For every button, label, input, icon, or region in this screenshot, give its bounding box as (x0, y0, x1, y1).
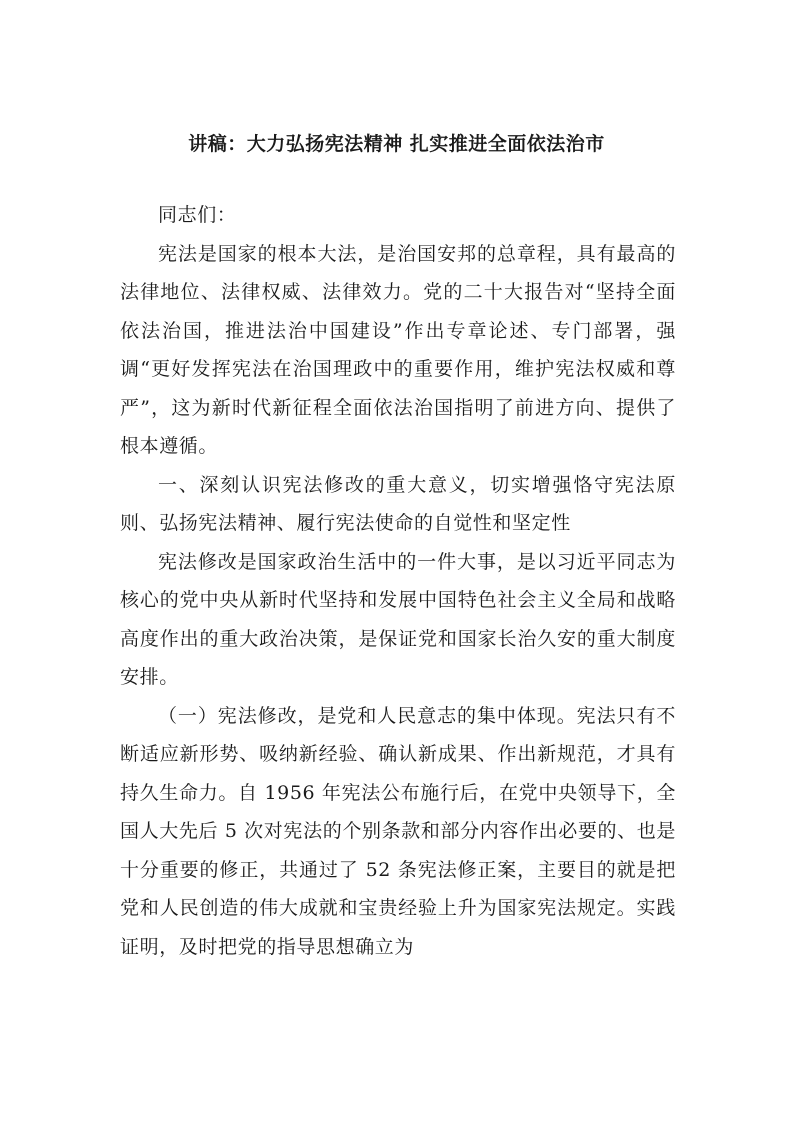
salutation-paragraph: 同志们： (158, 204, 237, 226)
intro-paragraph: 宪法是国家的根本大法，是治国安邦的总章程，具有最高的法律地位、法律权威、法律效力。党的二十大报告对“坚持全面依法治国，推进法治中国建设”作出专章论述、专门部署，强调“更好发挥宪法在治国理政中的重要作用，维护宪法权威和尊严”，这为新时代新征程全面依法治国指明了前进方向、提供了根本遵循。 (120, 242, 676, 457)
document-title: 讲稿：大力弘扬宪法精神 扎实推进全面依法治市 (188, 133, 605, 155)
document-body (120, 196, 676, 966)
section-heading-1: 一、深刻认识宪法修改的重大意义，切实增强恪守宪法原则、弘扬宪法精神、履行宪法使命的自觉性和坚定性 (120, 473, 676, 534)
body-paragraph: （一）宪法修改，是党和人民意志的集中体现。宪法只有不断适应新形势、吸纳新经验、确认新成果、作出新规范，才具有持久生命力。自 1956 年宪法公布施行后，在党中央领导下，全国人大先后 5 次对宪法的个别条款和部分内容作出必要的、也是十分重要的修正，共通过了 52 条宪法修正案，主要目的就是把党和人民创造的伟大成就和宝贵经验上升为国家宪法规定。实践证明，及时把党的指导思想确立为 (120, 704, 676, 958)
body-paragraph: 宪法修改是国家政治生活中的一件大事，是以习近平同志为核心的党中央从新时代坚持和发展中国特色社会主义全局和战略高度作出的重大政治决策，是保证党和国家长治久安的重大制度安排。 (120, 550, 676, 688)
